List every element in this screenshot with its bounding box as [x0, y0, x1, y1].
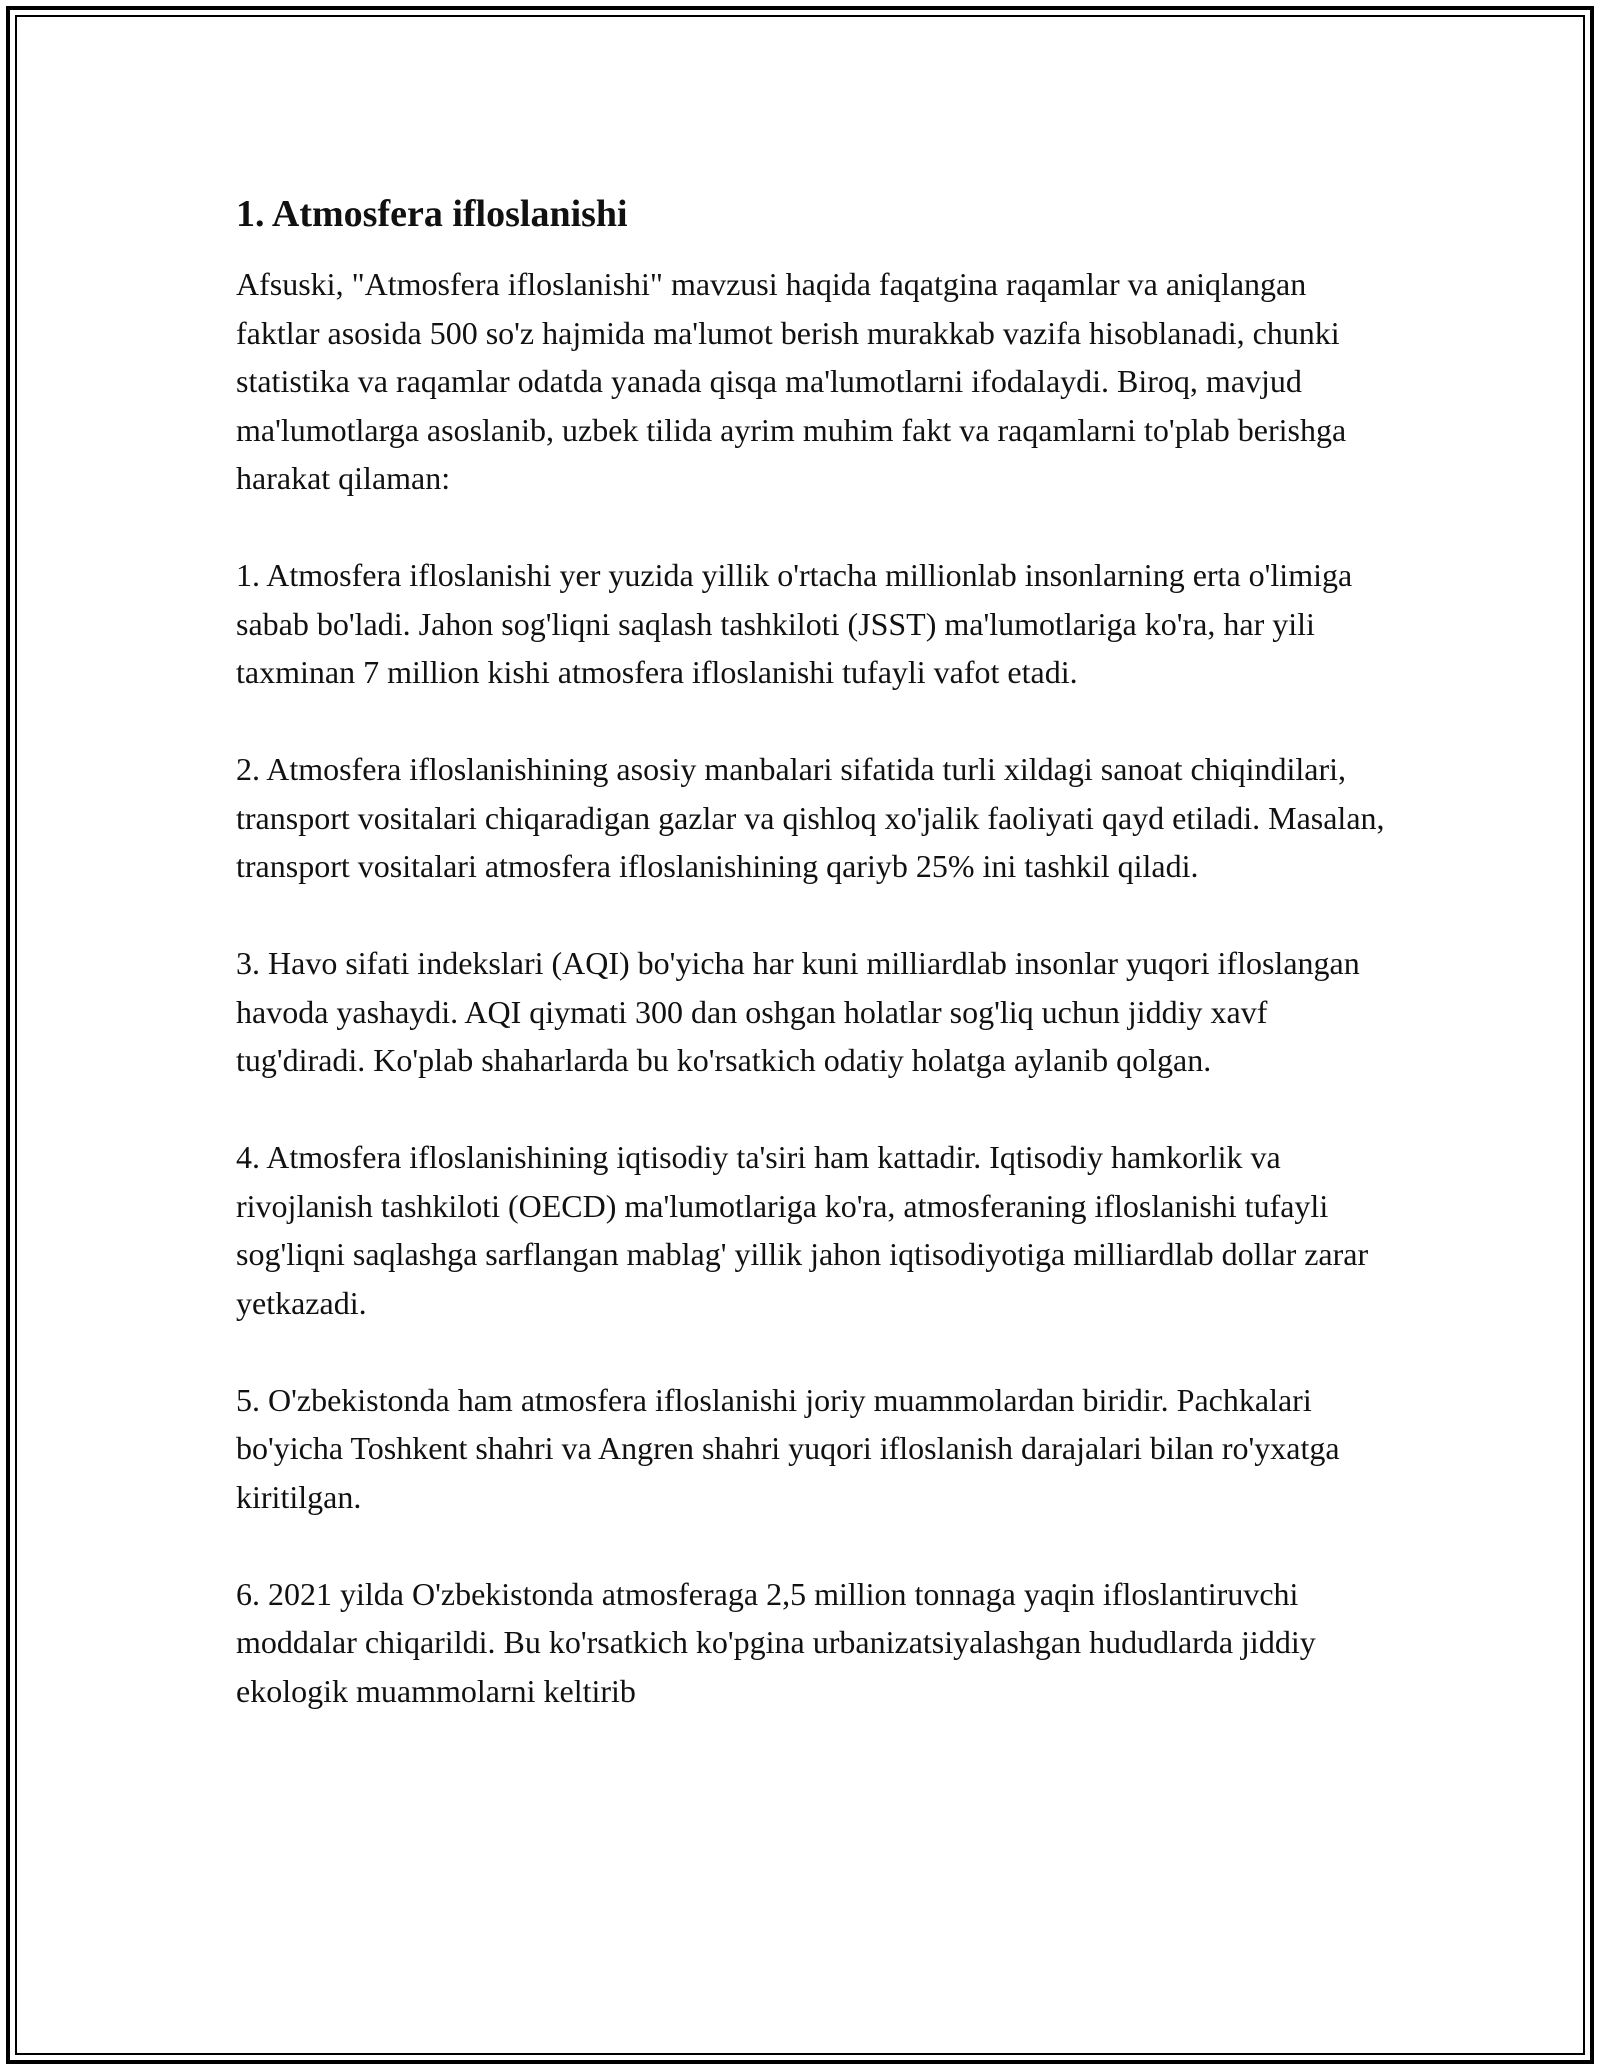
document-title: 1. Atmosfera ifloslanishi	[236, 193, 628, 235]
list-item-5: 5. O'zbekistonda ham atmosfera ifloslanishi joriy muammolardan biridir. Pachkalari bo'yicha Toshkent shahri va Angren shahri yuqori ifloslanish darajalari bilan ro'yxatga kiritilgan.	[236, 1381, 1340, 1515]
list-item-1: 1. Atmosfera ifloslanishi yer yuzida yillik o'rtacha millionlab insonlarning erta o'limiga sabab bo'ladi. Jahon sog'liqni saqlash tashkiloti (JSST) ma'lumotlariga ko'ra, har yili taxminan 7 million kishi atmosfera ifloslanishi tufayli vafot etadi.	[236, 557, 1353, 690]
list-item-2: 2. Atmosfera ifloslanishining asosiy manbalari sifatida turli xildagi sanoat chiqindilari, transport vositalari chiqaradigan gazlar va qishloq xo'jalik faoliyati qayd etiladi. Masalan, transport vositalari atmosfera ifloslanishining qariyb 25% ini tashkil qiladi.	[236, 751, 1385, 884]
list-item-4: 4. Atmosfera ifloslanishining iqtisodiy ta'siri ham kattadir. Iqtisodiy hamkorlik va rivojlanish tashkiloti (OECD) ma'lumotlariga ko'ra, atmosferaning ifloslanishi tufayli sog'liqni saqlashga sarflangan mablag' yillik jahon iqtisodiyotiga milliardlab dollar zarar yetkazadi.	[236, 1139, 1369, 1321]
intro-paragraph: Afsuski, "Atmosfera ifloslanishi" mavzusi haqida faqatgina raqamlar va aniqlangan faktlar asosida 500 so'z hajmida ma'lumot berish murakkab vazifa hisoblanadi, chunki statistika va raqamlar odatda yanada qisqa ma'lumotlarni ifodalaydi. Biroq, mavjud ma'lumotlarga asoslanib, uzbek tilida ayrim muhim fakt va raqamlarni to'plab berishga harakat qilaman:	[236, 266, 1347, 496]
list-item-6: 6. 2021 yilda O'zbekistonda atmosferaga 2,5 million tonnaga yaqin ifloslantiruvchi moddalar chiqarildi. Bu ko'rsatkich ko'pgina urbanizatsiyalashgan hududlarda jiddiy ekologik muammolarni keltirib	[236, 1575, 1316, 1709]
document-body	[236, 186, 1396, 1764]
list-item-3: 3. Havo sifati indekslari (AQI) bo'yicha har kuni milliardlab insonlar yuqori ifloslangan havoda yashaydi. AQI qiymati 300 dan oshgan holatlar sog'liq uchun jiddiy xavf tug'diradi. Ko'plab shaharlarda bu ko'rsatkich odatiy holatga aylanib qolgan.	[236, 945, 1360, 1078]
